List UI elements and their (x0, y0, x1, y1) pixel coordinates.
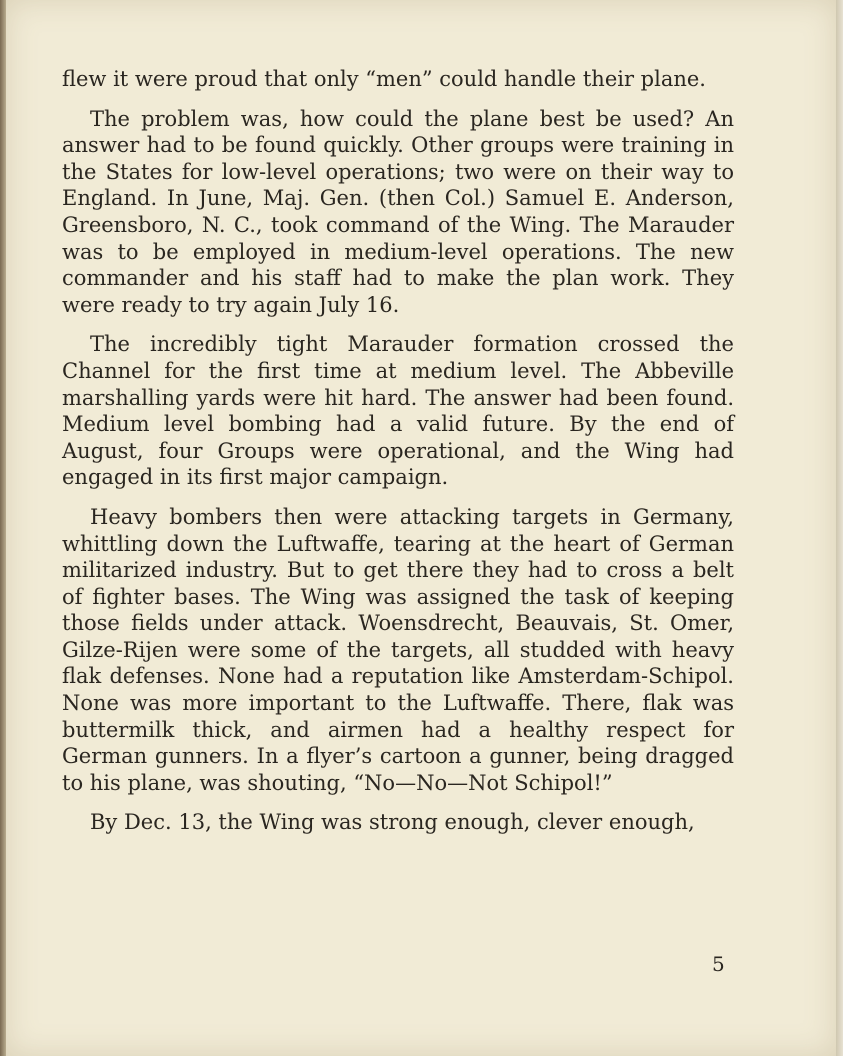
paragraph-3: The incredibly tight Marauder formation crossed the Channel for the first time at medium level. The Abbeville marshalling yards were hit hard. The answer had been found. Medium level bombing had a valid future. By the end of August, four Groups were operational, and the Wing had engaged in its first major campaign. (62, 332, 734, 490)
page-right-edge (836, 0, 843, 1056)
book-page (6, 0, 836, 1056)
body-text (62, 66, 734, 849)
paragraph-5: By Dec. 13, the Wing was strong enough, clever enough, (90, 810, 695, 835)
paragraph-4: Heavy bombers then were attacking targets in Germany, whittling down the Luftwaffe, tearing at the heart of German militarized industry. But to get there they had to cross a belt of fighter bases. The Wing was assigned the task of keeping those fields under attack. Woensdrecht, Beauvais, St. Omer, Gilze-Rijen were some of the targets, all studded with heavy flak defenses. None had a reputation like Amsterdam-Schipol. None was more important to the Luftwaffe. There, flak was buttermilk thick, and airmen had a healthy respect for German gunners. In a flyer’s cartoon a gunner, being dragged to his plane, was shouting, “No—No—Not Schipol!” (62, 504, 734, 795)
paragraph-1: flew it were proud that only “men” could handle their plane. (62, 67, 706, 91)
paragraph-2: The problem was, how could the plane best be used? An answer had to be found quickly. Other groups were training in the States for low-level operations; two were on their way to England. In June, Maj. Gen. (then Col.) Samuel E. Anderson, Greensboro, N. C., took command of the Wing. The Marauder was to be employed in medium-level operations. The new commander and his staff had to make the plan work. They were ready to try again July 16. (62, 106, 734, 317)
page-number: 5 (712, 952, 725, 976)
